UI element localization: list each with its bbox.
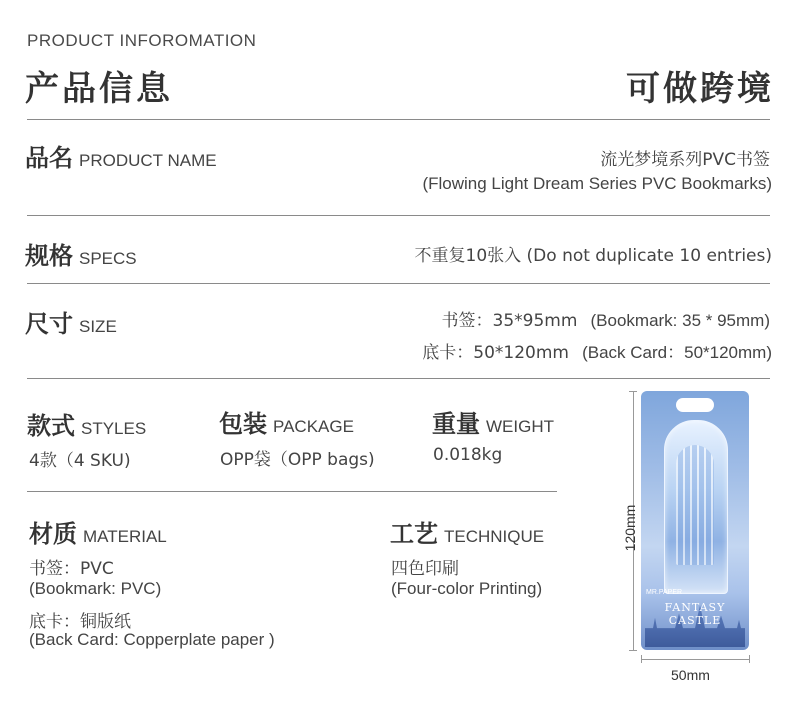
header-en-title: PRODUCT INFOROMATION xyxy=(27,31,257,50)
material-label-en: MATERIAL xyxy=(83,527,167,546)
dim-horizontal-line xyxy=(641,659,749,660)
package-value: OPP袋（OPP bags) xyxy=(220,450,375,470)
hang-hole xyxy=(676,398,714,412)
weight-label-cn: 重量 xyxy=(432,410,480,438)
product-name-label-en: PRODUCT NAME xyxy=(79,151,217,170)
weight-label xyxy=(432,404,554,439)
divider-header xyxy=(27,119,770,120)
technique-label-en: TECHNIQUE xyxy=(444,527,545,546)
dim-bottom-tick xyxy=(629,650,637,651)
material-line-3: 底卡：铜版纸 xyxy=(29,612,131,632)
page-title: 产品信息 xyxy=(25,69,173,109)
height-dimension: 120mm xyxy=(622,504,638,552)
bookmark-window xyxy=(676,445,714,565)
product-name-label xyxy=(25,138,217,173)
size-line-2 xyxy=(422,338,772,363)
size-bookmark-en: (Bookmark: 35 * 95mm) xyxy=(590,311,770,330)
divider-name xyxy=(27,215,770,216)
product-name-label-cn: 品名 xyxy=(25,144,73,172)
divider-size xyxy=(27,378,770,379)
product-name-value-cn: 流光梦境系列PVC书签 xyxy=(600,150,770,170)
width-dimension: 50mm xyxy=(671,667,710,683)
specs-label xyxy=(25,236,137,271)
weight-value: 0.018kg xyxy=(433,445,503,465)
styles-label xyxy=(27,406,146,441)
specs-label-en: SPECS xyxy=(79,249,137,268)
cross-border-label: 可做跨境 xyxy=(626,69,774,109)
weight-label-en: WEIGHT xyxy=(486,417,554,436)
technique-label xyxy=(390,514,544,549)
size-backcard-en: (Back Card：50*120mm) xyxy=(582,343,772,362)
divider-specs xyxy=(27,283,770,284)
size-label xyxy=(25,304,117,339)
package-label-en: PACKAGE xyxy=(273,417,354,436)
package-label xyxy=(219,404,354,439)
technique-line-1: 四色印刷 xyxy=(391,559,459,579)
technique-line-2: (Four-color Printing) xyxy=(391,579,543,598)
material-line-4: (Back Card: Copperplate paper ) xyxy=(29,630,275,649)
package-label-cn: 包装 xyxy=(219,410,267,438)
material-line-2: (Bookmark: PVC) xyxy=(29,579,162,598)
size-label-en: SIZE xyxy=(79,317,117,336)
card-title: FANTASY CASTLE xyxy=(664,601,726,627)
dim-right-tick xyxy=(749,655,750,663)
material-label-cn: 材质 xyxy=(29,520,77,548)
card-brand: MR.PAPER xyxy=(646,589,683,596)
specs-label-cn: 规格 xyxy=(25,242,73,270)
divider-attributes xyxy=(27,491,557,492)
styles-label-cn: 款式 xyxy=(27,412,75,440)
styles-value: 4款（4 SKU) xyxy=(29,451,131,471)
size-bookmark-cn: 书签：35*95mm xyxy=(441,311,578,331)
technique-label-cn: 工艺 xyxy=(390,520,438,548)
size-label-cn: 尺寸 xyxy=(25,310,73,338)
styles-label-en: STYLES xyxy=(81,419,147,438)
product-name-value-en: (Flowing Light Dream Series PVC Bookmarks) xyxy=(422,174,772,193)
size-line-1 xyxy=(442,306,770,331)
specs-value: 不重复10张入 (Do not duplicate 10 entries) xyxy=(414,246,772,266)
material-label xyxy=(29,514,167,549)
material-line-1: 书签：PVC xyxy=(29,559,114,579)
size-backcard-cn: 底卡：50*120mm xyxy=(422,343,569,363)
